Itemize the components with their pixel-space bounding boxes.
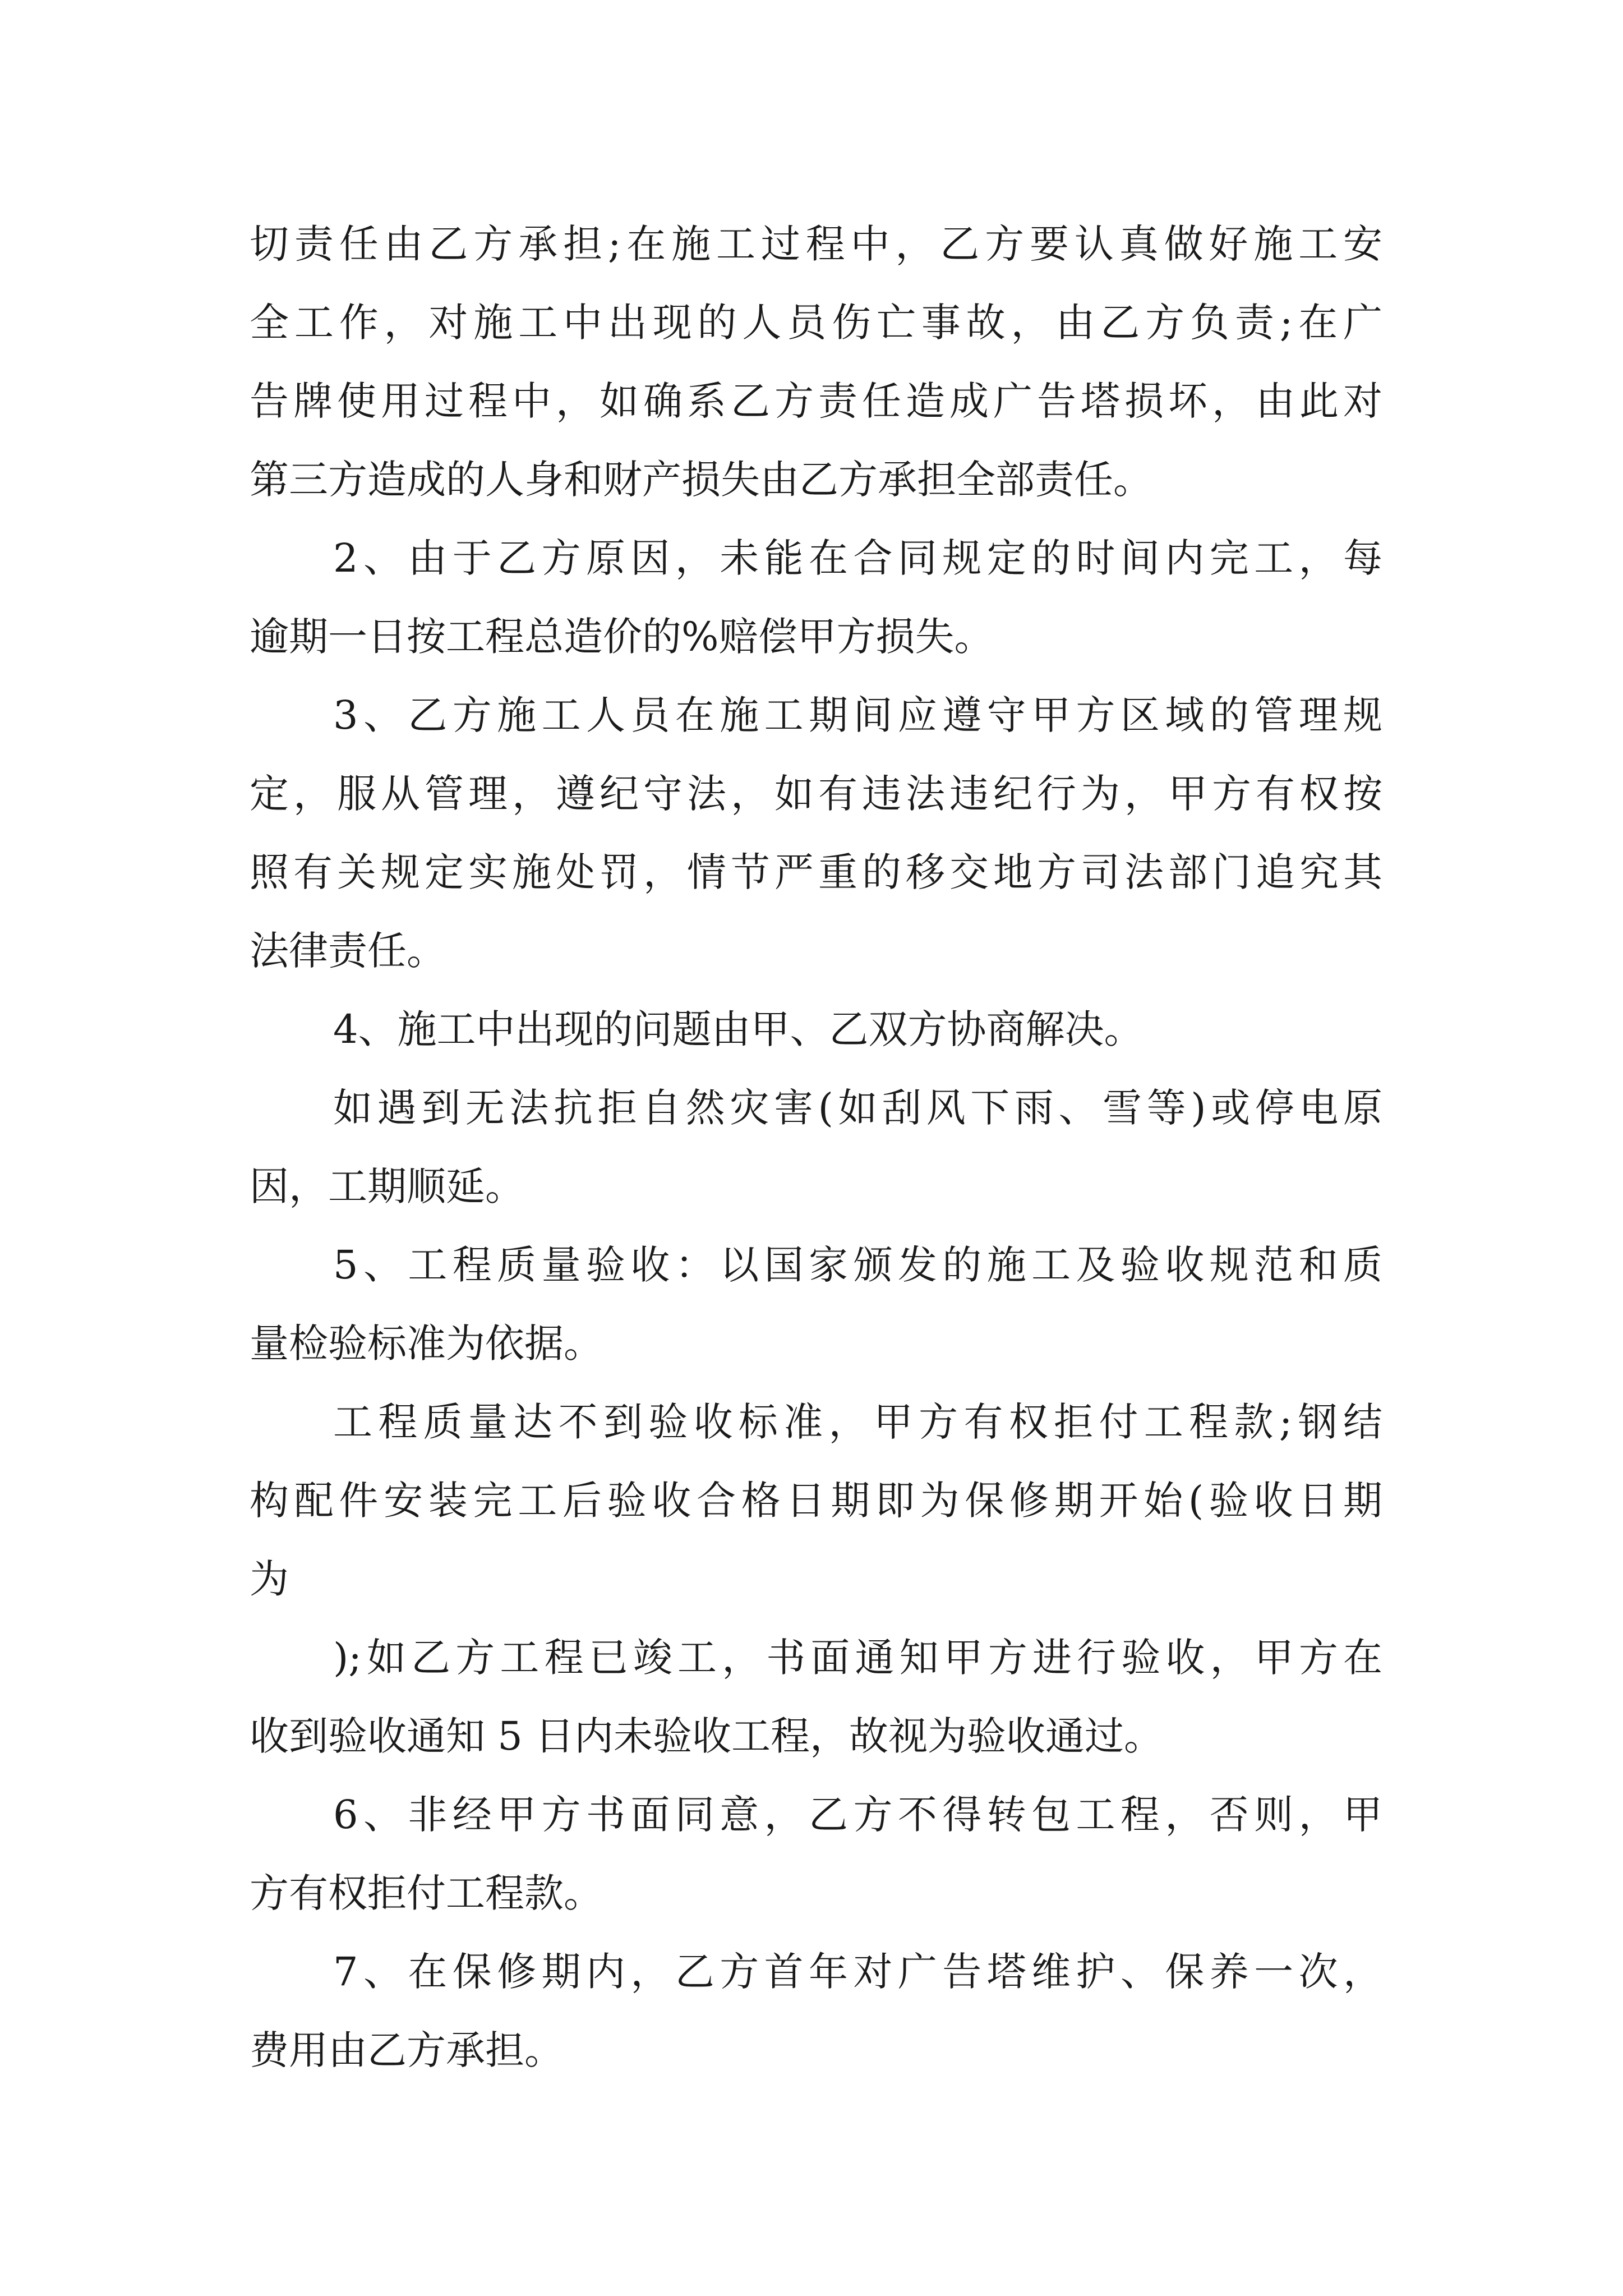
- paragraph-start-line: 4、施工中出现的问题由甲、乙双方协商解决。: [333, 1006, 1144, 1052]
- text-line: 方有权拒付工程款。: [250, 1870, 603, 1916]
- paragraph-start-line: 5、工程质量验收：以国家颁发的施工及验收规范和质: [333, 1242, 1382, 1288]
- paragraph-start-line: 3、乙方施工人员在施工期间应遵守甲方区域的管理规: [333, 692, 1382, 738]
- text-line: 量检验标准为依据。: [250, 1320, 603, 1366]
- paragraph-start-line: 6、非经甲方书面同意，乙方不得转包工程，否则，甲: [333, 1792, 1382, 1838]
- text-line: 法律责任。: [250, 928, 446, 974]
- text-line: 逾期一日按工程总造价的%赔偿甲方损失。: [250, 614, 994, 660]
- text-line: 照有关规定实施处罚，情节严重的移交地方司法部门追究其: [250, 849, 1382, 895]
- text-line: 定，服从管理，遵纪守法，如有违法违纪行为，甲方有权按: [250, 771, 1382, 817]
- text-line: 收到验收通知 5 日内未验收工程，故视为验收通过。: [250, 1713, 1164, 1759]
- text-line: 切责任由乙方承担;在施工过程中，乙方要认真做好施工安: [250, 221, 1382, 267]
- text-line: 全工作，对施工中出现的人员伤亡事故，由乙方负责;在广: [250, 300, 1382, 346]
- paragraph-start-line: 如遇到无法抗拒自然灾害(如刮风下雨、雪等)或停电原: [333, 1085, 1382, 1131]
- text-line: 第三方造成的人身和财产损失由乙方承担全部责任。: [250, 457, 1152, 503]
- paragraph-start-line: );如乙方工程已竣工，书面通知甲方进行验收，甲方在: [333, 1635, 1382, 1681]
- text-line: 因，工期顺延。: [250, 1163, 524, 1209]
- paragraph-start-line: 7、在保修期内，乙方首年对广告塔维护、保养一次，: [333, 1949, 1382, 1995]
- text-line: 构配件安装完工后验收合格日期即为保修期开始(验收日期: [250, 1478, 1382, 1524]
- text-line: 告牌使用过程中，如确系乙方责任造成广告塔损坏，由此对: [250, 378, 1382, 424]
- text-line: 为: [250, 1556, 289, 1602]
- text-line: 费用由乙方承担。: [250, 2027, 564, 2073]
- paragraph-start-line: 2、由于乙方原因，未能在合同规定的时间内完工，每: [333, 535, 1382, 581]
- paragraph-start-line: 工程质量达不到验收标准，甲方有权拒付工程款;钢结: [333, 1399, 1382, 1445]
